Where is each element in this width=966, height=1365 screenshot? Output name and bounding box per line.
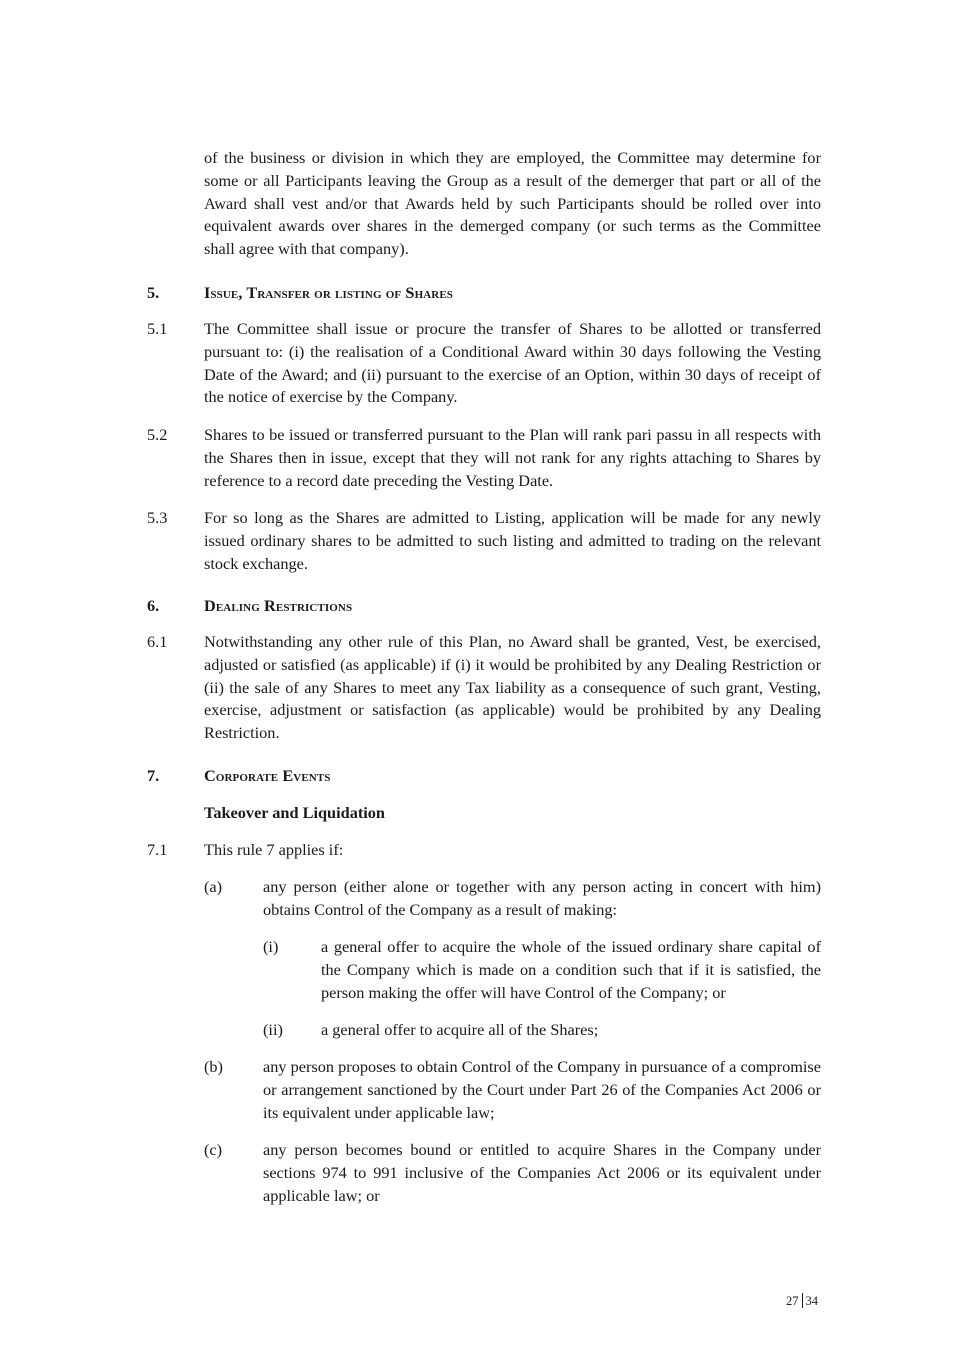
subitem-text: a general offer to acquire the whole of the issued ordinary share capital of the Company which is made on a condition such that if it is satisfied, the person making the offer will have Control of the Company; or (321, 937, 821, 1002)
clause-number: 7.1 (147, 840, 168, 859)
clause-text: For so long as the Shares are admitted to Listing, application will be made for any newly issued ordinary shares to be admitted to such listing and admitted to trading on the relevant stock exchange. (204, 508, 821, 573)
page-number-footer (786, 1293, 818, 1308)
clause-number: 6.1 (147, 632, 168, 651)
section-5-number: 5. (147, 283, 160, 302)
item-label: (a) (204, 877, 223, 896)
item-label: (c) (204, 1140, 223, 1159)
subitem-text: a general offer to acquire all of the Shares; (321, 1020, 599, 1039)
clause-number: 5.2 (147, 425, 168, 444)
section-7-number: 7. (147, 766, 160, 785)
subitem-label: (ii) (263, 1020, 283, 1039)
clause-text: Notwithstanding any other rule of this Plan, no Award shall be granted, Vest, be exercised, adjusted or satisfied (as applicable) if (i) it would be prohibited by any Dealing Restriction or (ii) the sale of any Shares to meet any Tax liability as a consequence of such grant, Vesting, exercise, adjustment or satisfaction (as applicable) would be prohibited by any Dealing Restriction. (204, 632, 821, 743)
section-6-title: Dealing Restrictions (204, 596, 353, 615)
item-label: (b) (204, 1057, 223, 1076)
subitem-label: (i) (263, 937, 279, 956)
intro-paragraph: of the business or division in which they are employed, the Committee may determine for some or all Participants leaving the Group as a result of the demerger that part or all of the Award shall vest and/or that Awards held by such Participants should be rolled over into equivalent awards over shares in the demerged company (or such terms as the Committee shall agree with that company). (204, 148, 821, 259)
page-current: 27 (786, 1293, 799, 1308)
item-text: any person proposes to obtain Control of the Company in pursuance of a compromise or arrangement sanctioned by the Court under Part 26 of the Companies Act 2006 or its equivalent under applicable law; (263, 1057, 821, 1122)
clause-text: This rule 7 applies if: (204, 840, 344, 859)
section-6-number: 6. (147, 596, 160, 615)
clause-text: The Committee shall issue or procure the transfer of Shares to be allotted or transferred pursuant to: (i) the realisation of a Conditional Award within 30 days following the Vesting Date of the Award; and (ii) pursuant to the exercise of an Option, within 30 days of receipt of the notice of exercise by the Company. (204, 319, 821, 407)
section-7-title: Corporate Events (204, 766, 331, 785)
page-total: 34 (805, 1293, 818, 1308)
clause-number: 5.3 (147, 508, 168, 527)
item-text: any person (either alone or together with any person acting in concert with him) obtains Control of the Company as a result of making: (263, 877, 821, 919)
item-text: any person becomes bound or entitled to acquire Shares in the Company under sections 974 to 991 inclusive of the Companies Act 2006 or its equivalent under applicable law; or (263, 1140, 821, 1205)
subheading: Takeover and Liquidation (204, 803, 385, 822)
page-separator (802, 1293, 803, 1308)
clause-number: 5.1 (147, 319, 168, 338)
section-5-title: Issue, Transfer or listing of Shares (204, 283, 453, 302)
clause-text: Shares to be issued or transferred pursuant to the Plan will rank pari passu in all respects with the Shares then in issue, except that they will not rank for any rights attaching to Shares by reference to a record date preceding the Vesting Date. (204, 425, 821, 490)
